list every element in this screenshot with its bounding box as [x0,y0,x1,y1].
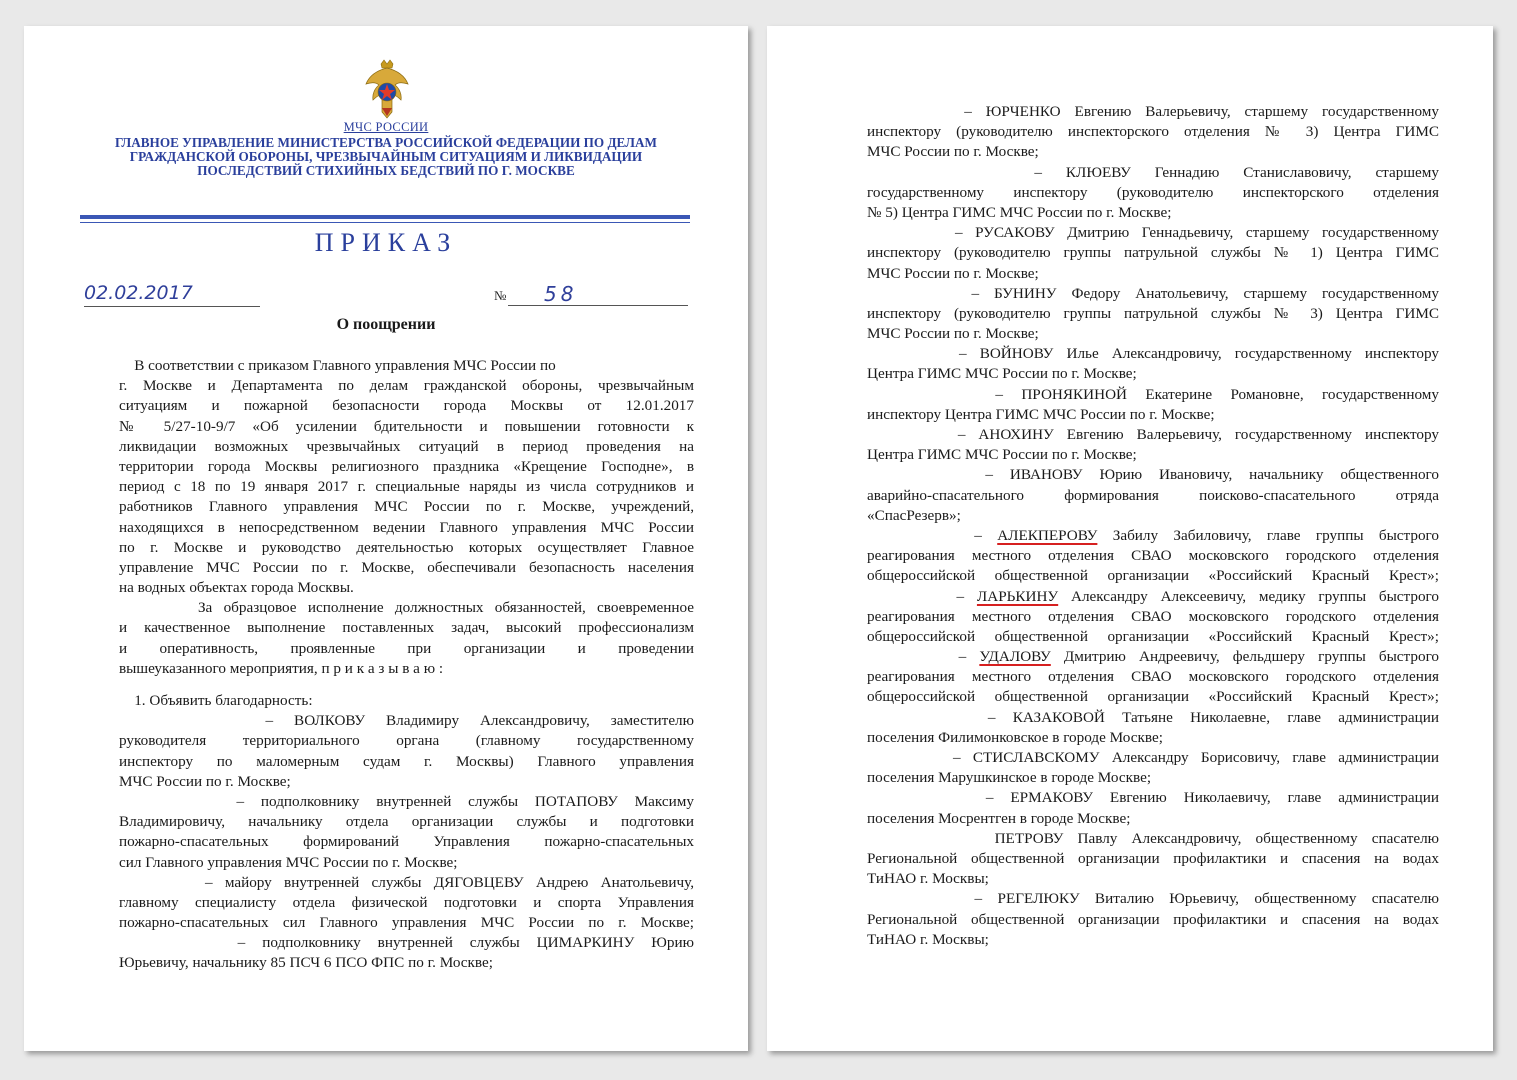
body-text-line: – КЛЮЕВУ Геннадию Станиславовичу, старшему [867,163,1439,181]
body-text-line: период с 18 по 19 января 2017 г. специальные наряды из числа сотрудников и [119,478,694,496]
body-text-line: на водных объектах города Москвы. [119,579,354,597]
body-text-line: – БУНИНУ Федору Анатольевичу, старшему государственному [867,284,1439,302]
body-text-line: поселения Марушкинское в городе Москве; [867,769,1152,787]
body-text-line: № 5/27-10-9/7 «Об усилении бдительности и повышении готовности к [119,417,694,435]
body-text-line: сил Главного управления МЧС России по г. Москве; [119,853,458,871]
body-text-line: поселения Мосрентген в городе Москве; [867,809,1131,827]
body-text-line: территории города Москвы религиозного праздника «Крещение Господне», в [119,457,694,475]
body-text-line: – ЕРМАКОВУ Евгению Николаевичу, главе администрации [867,789,1439,807]
body-text-line [867,526,1439,546]
line-prefix: – [867,648,980,666]
body-text-line: находящихся в непосредственном ведении Главного управления МЧС России [119,518,694,536]
body-text-line: аварийно-спасательного формирования поисково-спасательного отряда [867,486,1439,504]
body-text-line: В соответствии с приказом Главного управления МЧС России по [119,357,556,374]
underlined-surname: ЛАРЬКИНУ [976,587,1059,605]
body-text-line: – ИВАНОВУ Юрию Ивановичу, начальнику общественного [867,466,1439,484]
body-text-line [119,679,694,691]
body-text-line: – ВОЙНОВУ Илье Александровичу, государственному инспектору [867,345,1439,363]
body-text-line: пожарно-спасательных формирований Управления пожарно-спасательных [119,833,694,851]
page-1-body [119,356,694,974]
body-text-line: и качественное выполнение поставленных задач, высокий профессионализм [119,619,694,637]
body-text-line: МЧС России по г. Москве; [867,325,1039,343]
line-prefix: – [867,526,998,544]
body-text-line: – майору внутренней службы ДЯГОВЦЕВУ Андрею Анатольевичу, [119,873,694,891]
order-date: 02.02.2017 [84,282,260,307]
document-page-2 [767,26,1493,1051]
body-text-line: вышеуказанного мероприятия, п р и к а з ы в а ю : [119,659,444,677]
body-text-line: Юрьевичу, начальнику 85 ПСЧ 6 ПСО ФПС по г. Москве; [119,954,493,972]
body-text-line: МЧС России по г. Москве; [119,772,291,790]
body-text-line: реагирования местного отделения СВАО московского городского отделения [867,547,1439,565]
body-text-line: МЧС России по г. Москве; [867,264,1039,282]
body-text-line: Региональной общественной организации профилактики и спасения на водах [867,910,1439,928]
body-text-line: инспектору (руководителю группы патрульной службы № 1) Центра ГИМС [867,244,1439,262]
body-text-line: главному специалисту отдела физической подготовки и спорта Управления [119,893,694,911]
org-full-name: ГЛАВНОЕ УПРАВЛЕНИЕ МИНИСТЕРСТВА РОССИЙСКОЙ ФЕДЕРАЦИИ ПО ДЕЛАМ ГРАЖДАНСКОЙ ОБОРОНЫ, ЧРЕЗВЫЧАЙНЫМ СИТУАЦИЯМ И ЛИКВИДАЦИИ ПОСЛЕДСТВИЙ СТИХИЙНЫХ БЕДСТВИЙ ПО Г. МОСКВЕ [115,135,657,178]
body-text-line: – РУСАКОВУ Дмитрию Геннадьевичу, старшему государственному [867,224,1439,242]
body-text-line: инспектору (руководителю группы патрульной службы № 3) Центра ГИМС [867,304,1439,322]
mchs-emblem-icon [364,58,410,122]
body-text-line: № 5) Центра ГИМС МЧС России по г. Москве; [867,203,1172,221]
body-text-line: – СТИСЛАВСКОМУ Александру Борисовичу, главе администрации [867,749,1439,766]
body-text-line: управление МЧС России по г. Москве, обеспечивали безопасность населения [119,558,694,576]
body-text-line: по г. Москве и руководство деятельностью которых осуществляет Главное [119,538,694,556]
order-title: ПРИКАЗ [314,228,458,257]
document-page-1 [24,26,748,1051]
body-text-line: г. Москве и Департамента по делам гражданской обороны, чрезвычайным [119,377,694,395]
line-rest: Дмитрию Андреевичу, фельдшеру группы быстрого [1050,648,1440,666]
body-text-line: инспектору Центра ГИМС МЧС России по г. Москве; [867,405,1215,423]
body-text-line: – подполковнику внутренней службы ПОТАПОВУ Максиму [119,792,694,810]
body-text-line: 1. Объявить благодарность: [119,692,313,709]
body-text-line: Владимировичу, начальнику отдела организации службы и подготовки [119,813,694,831]
body-text-line: руководителя территориального органа (главному государственному [119,732,694,750]
underlined-surname: УДАЛОВУ [979,648,1051,666]
order-number: 58 [508,282,688,306]
body-text-line: – ПРОНЯКИНОЙ Екатерине Романовне, государственному [867,385,1439,403]
body-text-line: Региональной общественной организации профилактики и спасения на водах [867,849,1439,867]
body-text-line: За образцовое исполнение должностных обязанностей, своевременное [119,599,694,617]
body-text-line: ПЕТРОВУ Павлу Александровичу, общественному спасателю [867,829,1439,847]
body-text-line: реагирования местного отделения СВАО московского городского отделения [867,668,1439,686]
body-text-line: пожарно-спасательных сил Главного управления МЧС России по г. Москве; [119,914,694,932]
body-text-line: реагирования местного отделения СВАО московского городского отделения [867,607,1439,625]
body-text-line: – РЕГЕЛЮКУ Виталию Юрьевичу, общественному спасателю [867,890,1439,908]
body-text-line: Центра ГИМС МЧС России по г. Москве; [867,365,1137,383]
body-text-line: и оперативность, проявленные при организации и проведении [119,639,694,657]
line-prefix: – [867,587,977,605]
body-text-line: ТиНАО г. Москвы; [867,870,989,888]
body-text-line: – ЮРЧЕНКО Евгению Валерьевичу, старшему государственному [867,103,1439,120]
body-text-line: «СпасРезерв»; [867,506,961,524]
body-text-line: Центра ГИМС МЧС России по г. Москве; [867,446,1137,464]
body-text-line [867,587,1439,607]
line-rest: Забилу Забиловичу, главе группы быстрого [1097,526,1439,544]
body-text-line: поселения Филимонковское в городе Москве; [867,728,1163,746]
body-text-line: ТиНАО г. Москвы; [867,930,989,948]
body-text-line: инспектору (руководителю инспекторского отделения № 3) Центра ГИМС [867,123,1439,141]
body-text-line [867,647,1439,667]
body-text-line: общероссийской общественной организации «Российский Красный Крест»; [867,567,1439,585]
page-2-body [867,102,1439,950]
header-divider-thick [80,215,690,219]
body-text-line: общероссийской общественной организации «Российский Красный Крест»; [867,688,1439,706]
body-text-line: работников Главного управления МЧС России по г. Москве, учреждений, [119,498,694,516]
body-text-line: ситуациям и пожарной безопасности города Москвы от 12.01.2017 [119,397,694,415]
body-text-line: – КАЗАКОВОЙ Татьяне Николаевне, главе администрации [867,708,1439,726]
header-divider-thin [80,222,690,223]
org-short-name: МЧС РОССИИ [343,120,429,134]
number-sign: № [494,288,507,303]
body-text-line: – подполковнику внутренней службы ЦИМАРКИНУ Юрию [119,934,694,952]
line-rest: Александру Алексеевичу, медику группы быстрого [1058,587,1440,605]
underlined-surname: АЛЕКПЕРОВУ [997,526,1098,544]
order-subject: О поощрении [336,316,436,333]
body-text-line: – АНОХИНУ Евгению Валерьевичу, государственному инспектору [867,426,1439,443]
body-text-line: – ВОЛКОВУ Владимиру Александровичу, заместителю [119,712,694,730]
body-text-line: МЧС России по г. Москве; [867,143,1039,161]
body-text-line: государственному инспектору (руководителю инспекторского отделения [867,183,1439,201]
body-text-line: ликвидации возможных чрезвычайных ситуаций в период проведения на [119,437,694,455]
body-text-line: инспектору по маломерным судам г. Москвы) Главного управления [119,752,694,770]
body-text-line: общероссийской общественной организации «Российский Красный Крест»; [867,627,1439,645]
